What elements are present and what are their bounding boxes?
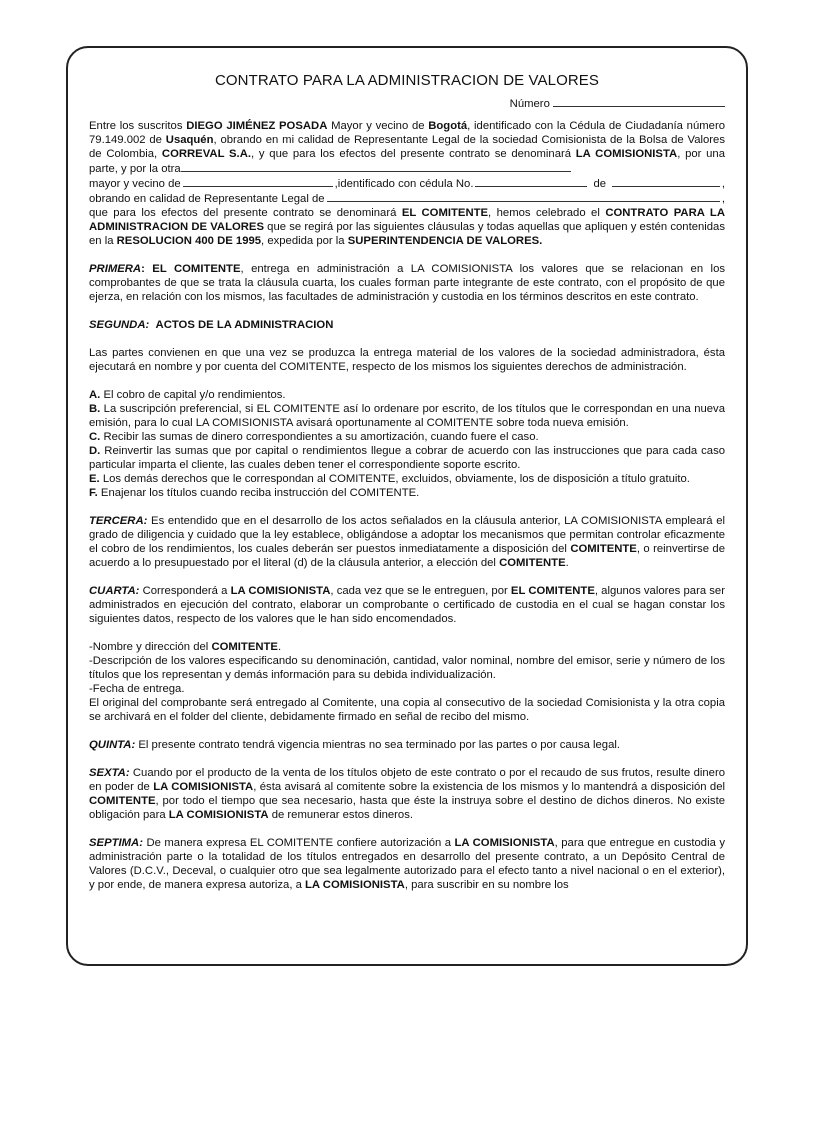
numero-label: Número [509,98,550,110]
clause-cuarta [89,584,725,626]
clause-sexta-text-3: , por todo el tiempo que sea necesario, hasta que éste la instruya sobre el destino de dichos dineros. No existe obligación para [89,795,725,821]
clause-sexta [89,766,725,822]
list-item [89,444,725,472]
intro-text-10: , expedida por la [261,235,348,247]
clause-tercera [89,514,725,570]
clause-tercera-heading: TERCERA: [89,515,148,527]
clause-septima-text-3: , para suscribir en su nombre los [404,879,569,891]
cuarta-data-item-3: -Fecha de entrega. [89,683,185,695]
cuarta-data-item-2: -Descripción de los valores especificando su denominación, cantidad, valor nominal, nombre del emisor, serie y número de los títulos que los representan y demás información para su debida individualización. [89,655,725,681]
representative-name: DIEGO JIMÉNEZ POSADA [186,120,328,132]
clause-primera [89,262,725,304]
other-party-blank-line [181,161,571,172]
la-comisionista: LA COMISIONISTA [454,837,555,849]
clause-segunda-subtitle: ACTOS DE LA ADMINISTRACION [155,319,334,331]
list-item [89,486,725,500]
la-comisionista: LA COMISIONISTA [305,879,405,891]
intro-text-9: que se regirá por las siguientes cláusulas y todas aquellas que apliquen y estén contenidas en la [89,221,725,247]
list-item-text: El cobro de capital y/o rendimientos. [100,389,286,401]
el-comitente: EL COMITENTE [152,263,241,275]
city-bogota: Bogotá [428,120,468,132]
contract-document [89,70,725,892]
list-item-text: Los demás derechos que le correspondan al COMITENTE, excluidos, obviamente, los de disposición a título gratuito. [99,473,690,485]
list-item-letter: D. [89,445,101,457]
clause-primera-heading: PRIMERA [89,263,142,275]
intro-text-5: , y que para los efectos del presente contrato se denominará [251,148,576,160]
period: . [277,641,282,653]
intro-text-7: que para los efectos del presente contrato se denominará [89,207,402,219]
cuarta-closing: El original del comprobante será entregado al Comitente, una copia al consecutivo de la sociedad Comisionista y la otra copia se archivará en el folder del cliente, debidamente firmado en señal de recibo del mismo. [89,697,725,723]
legal-rep-label: obrando en calidad de Representante Legal de [89,193,325,205]
clause-segunda-title [89,318,725,332]
city-usaquen: Usaquén [165,134,214,146]
el-comitente: EL COMITENTE [401,207,489,219]
clause-cuarta-text-2: , cada vez que se le entreguen, por [330,585,511,597]
clause-septima-heading: SEPTIMA: [89,837,143,849]
el-comitente: EL COMITENTE [510,585,595,597]
intro-text-3: , identificado con la Cédula de Ciudadanía número 79.149.002 de [89,120,725,146]
period: . [565,557,569,569]
list-item-text: Reinvertir las sumas que por capital o rendimientos llegue a cobrar de acuerdo con las instrucciones que para cada caso particular imparta el cliente, las cuales deben tener el correspondiente soporte escrito. [89,445,725,471]
clause-cuarta-text-3: , algunos valores para ser administrados en ejecución del contrato, elaborar un comprobante o certificado de custodia en el cual se hagan constar los siguientes datos, respecto de los valores que le han sido encomendados. [89,585,725,625]
list-item [89,430,725,444]
clause-quinta [89,738,725,752]
text: -Nombre y dirección del [89,641,212,653]
residence-label: mayor y vecino de [89,178,181,190]
comitente: COMITENTE [211,641,278,653]
colon: : [141,263,153,275]
intro-text-6: , por una parte, y por la otra [89,148,725,175]
list-item-letter: A. [89,389,101,401]
clause-cuarta-heading: CUARTA: [89,585,140,597]
intro-paragraph [89,119,725,176]
legal-rep-row [89,191,725,206]
intro-text-2: Mayor y vecino de [327,120,429,132]
cuarta-data-item-1 [89,640,725,654]
list-item [89,402,725,430]
document-title: CONTRATO PARA LA ADMINISTRACION DE VALORES [214,72,599,89]
list-item-letter: F. [89,487,98,499]
la-comisionista: LA COMISIONISTA [168,809,269,821]
list-item-letter: B. [89,403,101,415]
clause-cuarta-text-1: Corresponderá a [139,585,231,597]
cedula-blank-line [475,176,587,187]
clause-septima [89,836,725,892]
legal-rep-blank-line [327,191,720,202]
intro-text-4: , obrando en mi calidad de Representante Legal de la sociedad Comisionista de la Bolsa de Valores de Colombia, [89,134,725,160]
clause-septima-text-2: , para que entregue en custodia y administración parte o la totalidad de los títulos entregados en desarrollo del presente contrato, a un Depósito Central de Valores (D.C.V., Deceval, o cualquier otro que sea legalmente autorizado para el efecto tanto a nivel nacional o en el exterior), y por ende, de manera expresa autoriza, a [89,837,725,891]
comitente: COMITENTE [499,557,566,569]
intro-paragraph-cont [89,206,725,248]
la-comisionista: LA COMISIONISTA [230,585,331,597]
cedula-place-blank-line [612,176,720,187]
role-la-comisionista: LA COMISIONISTA [575,148,678,160]
comma: , [721,178,725,190]
list-item [89,472,725,486]
clause-quinta-heading: QUINTA: [89,739,136,751]
clause-tercera-text-1: Es entendido que en el desarrollo de los actos señalados en la cláusula anterior, LA COMISIONISTA empleará el grado de diligencia y cuidado que la ley establece, obligándose a adoptar los mecanismos que permitan controlar eficazmente el cobro de los rendimientos, los cuales deberán ser puestos inmediatamente a disposición del [89,515,725,555]
contract-name: CONTRATO PARA LA ADMINISTRACION DE VALORES [89,207,725,233]
comma-2: , [721,193,725,205]
superintendencia: SUPERINTENDENCIA DE VALORES. [347,235,543,247]
list-item-text: Recibir las sumas de dinero correspondientes a su amortización, cuando fuere el caso. [100,431,539,443]
intro-text-1: Entre los suscritos [89,120,187,132]
numero-blank-line [553,96,725,107]
clause-sexta-text-2: , ésta avisará al comitente sobre la existencia de los mismos y lo mantendrá a disposición del [253,781,725,793]
comitente: COMITENTE [89,795,156,807]
cedula-de-label: de [593,178,607,190]
clause-quinta-text: El presente contrato tendrá vigencia mientras no sea terminado por las partes o por causa legal. [135,739,621,751]
residence-row [89,176,725,191]
comitente: COMITENTE [570,543,637,555]
residence-blank-line [183,176,333,187]
list-item [89,388,725,402]
administration-acts-list [89,388,725,500]
list-item-letter: E. [89,473,100,485]
la-comisionista: LA COMISIONISTA [153,781,254,793]
clause-primera-text: , entrega en administración a LA COMISIONISTA los valores que se relacionan en los comprobantes de que se trata la cláusula cuarta, los cuales forman parte integrante de este contrato, con el propósito de que ejerza, en relación con los mismos, las facultades de administración y custodia en los términos descritos en este contrato. [89,263,725,303]
clause-sexta-heading: SEXTA: [89,767,130,779]
cedula-label: ,identificado con cédula No. [334,178,474,190]
list-item-letter: C. [89,431,101,443]
clause-sexta-text-4: de remunerar estos dineros. [268,809,413,821]
list-item-text: Enajenar los títulos cuando reciba instrucción del COMITENTE. [97,487,420,499]
clause-sexta-text-1: Cuando por el producto de la venta de los títulos objeto de este contrato o por el recaudo de sus frutos, resulte dinero en poder de [89,767,725,793]
clause-segunda-heading: SEGUNDA: [89,319,150,331]
intro-text-8: , hemos celebrado el [488,207,606,219]
clause-septima-text-1: De manera expresa EL COMITENTE confiere autorización a [142,837,455,849]
resolucion: RESOLUCION 400 DE 1995 [116,235,262,247]
numero-field [89,96,725,111]
clause-tercera-text-2: , o reinvertirse de acuerdo a lo presupuestado por el literal (d) de la cláusula anterior, a elección del [89,543,725,569]
clause-segunda-body: Las partes convienen en que una vez se produzca la entrega material de los valores de la sociedad administradora, ésta ejecutará en nombre y por cuenta del COMITENTE, respecto de los mismos los siguientes derechos de administración. [89,347,725,373]
company-name: CORREVAL S.A. [161,148,251,160]
list-item-text: La suscripción preferencial, si EL COMITENTE así lo ordenare por escrito, de los títulos que le correspondan en una nueva emisión, para lo cual LA COMISIONISTA avisará oportunamente al COMITENTE sobre toda nueva emisión. [89,403,725,429]
